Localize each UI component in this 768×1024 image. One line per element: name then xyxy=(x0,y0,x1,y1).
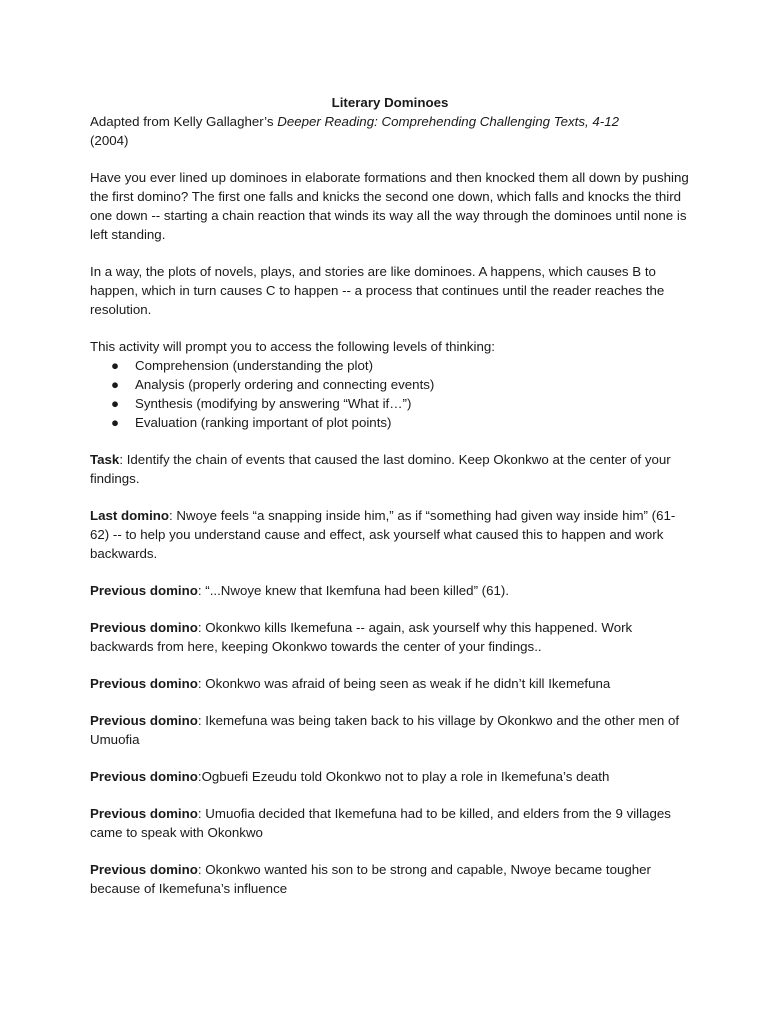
attribution-book-title: Deeper Reading: Comprehending Challenging Texts, 4-12 xyxy=(277,114,620,129)
previous-domino-text: : Umuofia decided that Ikemefuna had to be killed, and elders from the 9 villages came to speak with Okonkwo xyxy=(90,806,671,840)
previous-domino-paragraph xyxy=(90,767,690,786)
previous-domino-text: : Okonkwo was afraid of being seen as weak if he didn’t kill Ikemefuna xyxy=(197,676,611,691)
previous-domino-paragraph xyxy=(90,804,690,842)
previous-domino-paragraph xyxy=(90,860,690,898)
task-text: : Identify the chain of events that caused the last domino. Keep Okonkwo at the center of your findings. xyxy=(90,452,671,486)
list-item-text: Synthesis (modifying by answering “What if…”) xyxy=(135,396,412,411)
previous-domino-text: : Ikemefuna was being taken back to his village by Okonkwo and the other men of Umuofia xyxy=(90,713,680,747)
list-item-text: Comprehension (understanding the plot) xyxy=(135,358,374,373)
previous-domino-label: Previous domino xyxy=(90,676,198,691)
bullet-icon: ● xyxy=(111,415,120,430)
last-domino-text: : Nwoye feels “a snapping inside him,” as if “something had given way inside him” (61-62) -- to help you understand cause and effect, ask yourself what caused this to happen and work backwards. xyxy=(90,508,676,561)
previous-domino-text: : Okonkwo kills Ikemefuna -- again, ask yourself why this happened. Work backwards from here, keeping Okonkwo towards the center of your findings.. xyxy=(90,620,633,654)
document-page xyxy=(90,93,690,898)
bullet-icon: ● xyxy=(111,396,120,411)
document-title: Literary Dominoes xyxy=(331,95,449,110)
previous-domino-paragraph xyxy=(90,581,690,600)
previous-domino-text: :Ogbuefi Ezeudu told Okonkwo not to play a role in Ikemefuna’s death xyxy=(197,769,610,784)
previous-domino-label: Previous domino xyxy=(90,806,198,821)
previous-domino-paragraph xyxy=(90,618,690,656)
previous-domino-text: : “...Nwoye knew that Ikemfuna had been killed” (61). xyxy=(197,583,510,598)
list-item xyxy=(90,375,690,394)
previous-domino-label: Previous domino xyxy=(90,769,198,784)
last-domino-label: Last domino xyxy=(90,508,170,523)
list-item xyxy=(90,413,690,432)
attribution-year: (2004) xyxy=(90,133,129,148)
intro-paragraph-2: In a way, the plots of novels, plays, and stories are like dominoes. A happens, which causes B to happen, which in turn causes C to happen -- a process that continues until the reader reaches the resolution. xyxy=(90,264,665,317)
thinking-levels-list xyxy=(90,356,690,432)
bullet-icon: ● xyxy=(111,358,120,373)
last-domino-paragraph xyxy=(90,506,690,563)
list-item-text: Evaluation (ranking important of plot points) xyxy=(135,415,392,430)
attribution-prefix: Adapted from Kelly Gallagher’s xyxy=(90,114,278,129)
intro-paragraph-1: Have you ever lined up dominoes in elaborate formations and then knocked them all down by pushing the first domino? The first one falls and knicks the second one down, which falls and knocks the third one down -- starting a chain reaction that winds its way all the way through the dominoes until none is left standing. xyxy=(90,170,689,242)
attribution xyxy=(90,112,690,150)
previous-domino-label: Previous domino xyxy=(90,583,198,598)
previous-domino-paragraph xyxy=(90,674,690,693)
previous-domino-paragraph xyxy=(90,711,690,749)
list-item xyxy=(90,394,690,413)
previous-domino-label: Previous domino xyxy=(90,620,198,635)
previous-domino-label: Previous domino xyxy=(90,862,198,877)
list-item xyxy=(90,356,690,375)
task-paragraph xyxy=(90,450,690,488)
task-label: Task xyxy=(90,452,120,467)
previous-domino-text: : Okonkwo wanted his son to be strong and capable, Nwoye became tougher because of Ikemefuna’s influence xyxy=(90,862,651,896)
previous-domino-label: Previous domino xyxy=(90,713,198,728)
bullet-icon: ● xyxy=(111,377,120,392)
list-item-text: Analysis (properly ordering and connecting events) xyxy=(135,377,435,392)
activity-intro: This activity will prompt you to access the following levels of thinking: xyxy=(90,339,495,354)
